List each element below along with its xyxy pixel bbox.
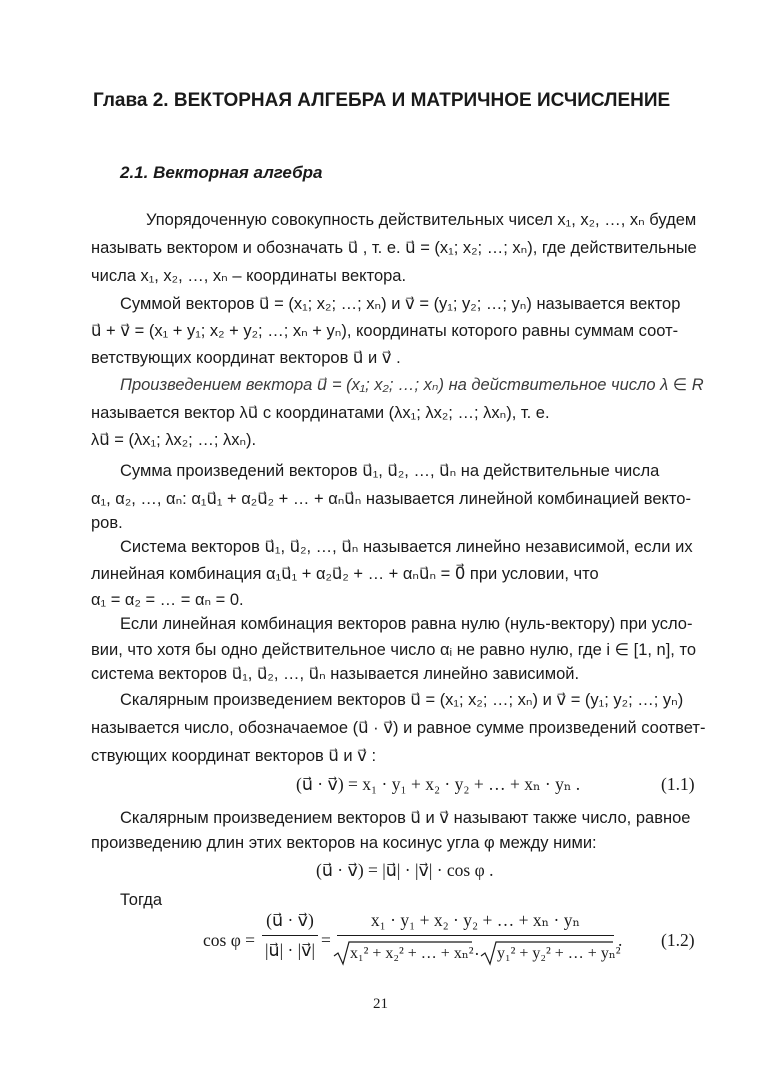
sqrt-radicand: y₁² + y₂² + … + yₙ² bbox=[497, 945, 621, 962]
text-line: Скалярным произведением векторов u⃗ = (x₁; x₂; …; xₙ) и v⃗ = (y₁; y₂; …; yₙ) bbox=[120, 691, 684, 709]
text-line: вии, что хотя бы одно действительное число αᵢ не равно нулю, где i ∈ [1, n], то bbox=[91, 641, 697, 659]
text-line: u⃗ + v⃗ = (x₁ + y₁; x₂ + y₂; …; xₙ + yₙ), координаты которого равны суммам соот- bbox=[91, 322, 679, 340]
fraction-numerator: x₁ · y₁ + x₂ · y₂ + … + xₙ · yₙ bbox=[370, 910, 581, 930]
equation-period: . bbox=[618, 930, 623, 950]
page-number: 21 bbox=[373, 996, 388, 1012]
fraction-numerator: (u⃗ · v⃗) bbox=[266, 910, 314, 930]
text-line: называется вектор λu⃗ с координатами (λx₁; λx₂; …; λxₙ), т. е. bbox=[91, 404, 550, 422]
multiplication-dot: · bbox=[474, 944, 480, 964]
text-line: ров. bbox=[91, 514, 123, 532]
chapter-title: Глава 2. ВЕКТОРНАЯ АЛГЕБРА И МАТРИЧНОЕ ИСЧИСЛЕНИЕ bbox=[93, 90, 671, 111]
text-line: Система векторов u⃗₁, u⃗₂, …, u⃗ₙ называется линейно независимой, если их bbox=[120, 538, 693, 556]
equation-scalar-product: (u⃗ · v⃗) = |u⃗| · |v⃗| · cos φ . bbox=[316, 860, 494, 880]
text-line: Если линейная комбинация векторов равна нулю (нуль-вектору) при усло- bbox=[120, 615, 693, 633]
equation-1-1: (u⃗ · v⃗) = x₁ · y₁ + x₂ · y₂ + … + xₙ · yₙ . bbox=[296, 774, 581, 794]
text-line: Упорядоченную совокупность действительных чисел x₁, x₂, …, xₙ будем bbox=[146, 211, 697, 229]
text-line: ствующих координат векторов u⃗ и v⃗ : bbox=[91, 747, 377, 765]
text-line: ветствующих координат векторов u⃗ и v⃗ . bbox=[91, 349, 401, 367]
text-line: λu⃗ = (λx₁; λx₂; …; λxₙ). bbox=[91, 431, 257, 449]
text-line: Произведением вектора u⃗ = (x₁; x₂; …; xₙ) на действительное число λ ∈ R bbox=[120, 376, 704, 394]
text-line: называть вектором и обозначать u⃗ , т. е. u⃗ = (x₁; x₂; …; xₙ), где действительные bbox=[91, 239, 697, 257]
section-title: 2.1. Векторная алгебра bbox=[120, 163, 323, 182]
equation-number: (1.2) bbox=[661, 930, 695, 950]
text-line: произведению длин этих векторов на косинус угла φ между ними: bbox=[91, 834, 597, 852]
equation-lhs: cos φ = bbox=[203, 930, 256, 950]
fraction-denominator: |u⃗| · |v⃗| bbox=[264, 940, 316, 960]
fraction-bar bbox=[262, 935, 318, 936]
text-line: система векторов u⃗₁, u⃗₂, …, u⃗ₙ называется линейно зависимой. bbox=[91, 665, 580, 683]
text-line: называется число, обозначаемое (u⃗ · v⃗) и равное сумме произведений соответ- bbox=[91, 719, 706, 737]
text-line: числа x₁, x₂, …, xₙ – координаты вектора. bbox=[91, 267, 407, 285]
text-line: Сумма произведений векторов u⃗₁, u⃗₂, …, u⃗ₙ на действительные числа bbox=[120, 462, 660, 480]
text-then: Тогда bbox=[120, 891, 163, 909]
sqrt-radicand: x₁² + x₂² + … + xₙ² bbox=[350, 945, 474, 962]
text-line: α₁, α₂, …, αₙ: α₁u⃗₁ + α₂u⃗₂ + … + αₙu⃗ₙ называется линейной комбинацией векто- bbox=[91, 490, 691, 508]
equals-sign: = bbox=[321, 930, 331, 950]
text-line: Суммой векторов u⃗ = (x₁; x₂; …; xₙ) и v⃗ = (y₁; y₂; …; yₙ) называется вектор bbox=[120, 295, 681, 313]
fraction-bar bbox=[337, 935, 614, 936]
text-line: α₁ = α₂ = … = αₙ = 0. bbox=[91, 591, 244, 609]
equation-number: (1.1) bbox=[661, 774, 695, 794]
text-line: Скалярным произведением векторов u⃗ и v⃗ называют также число, равное bbox=[120, 809, 691, 827]
text-line: линейная комбинация α₁u⃗₁ + α₂u⃗₂ + … + αₙu⃗ₙ = 0⃗ при условии, что bbox=[91, 565, 599, 583]
